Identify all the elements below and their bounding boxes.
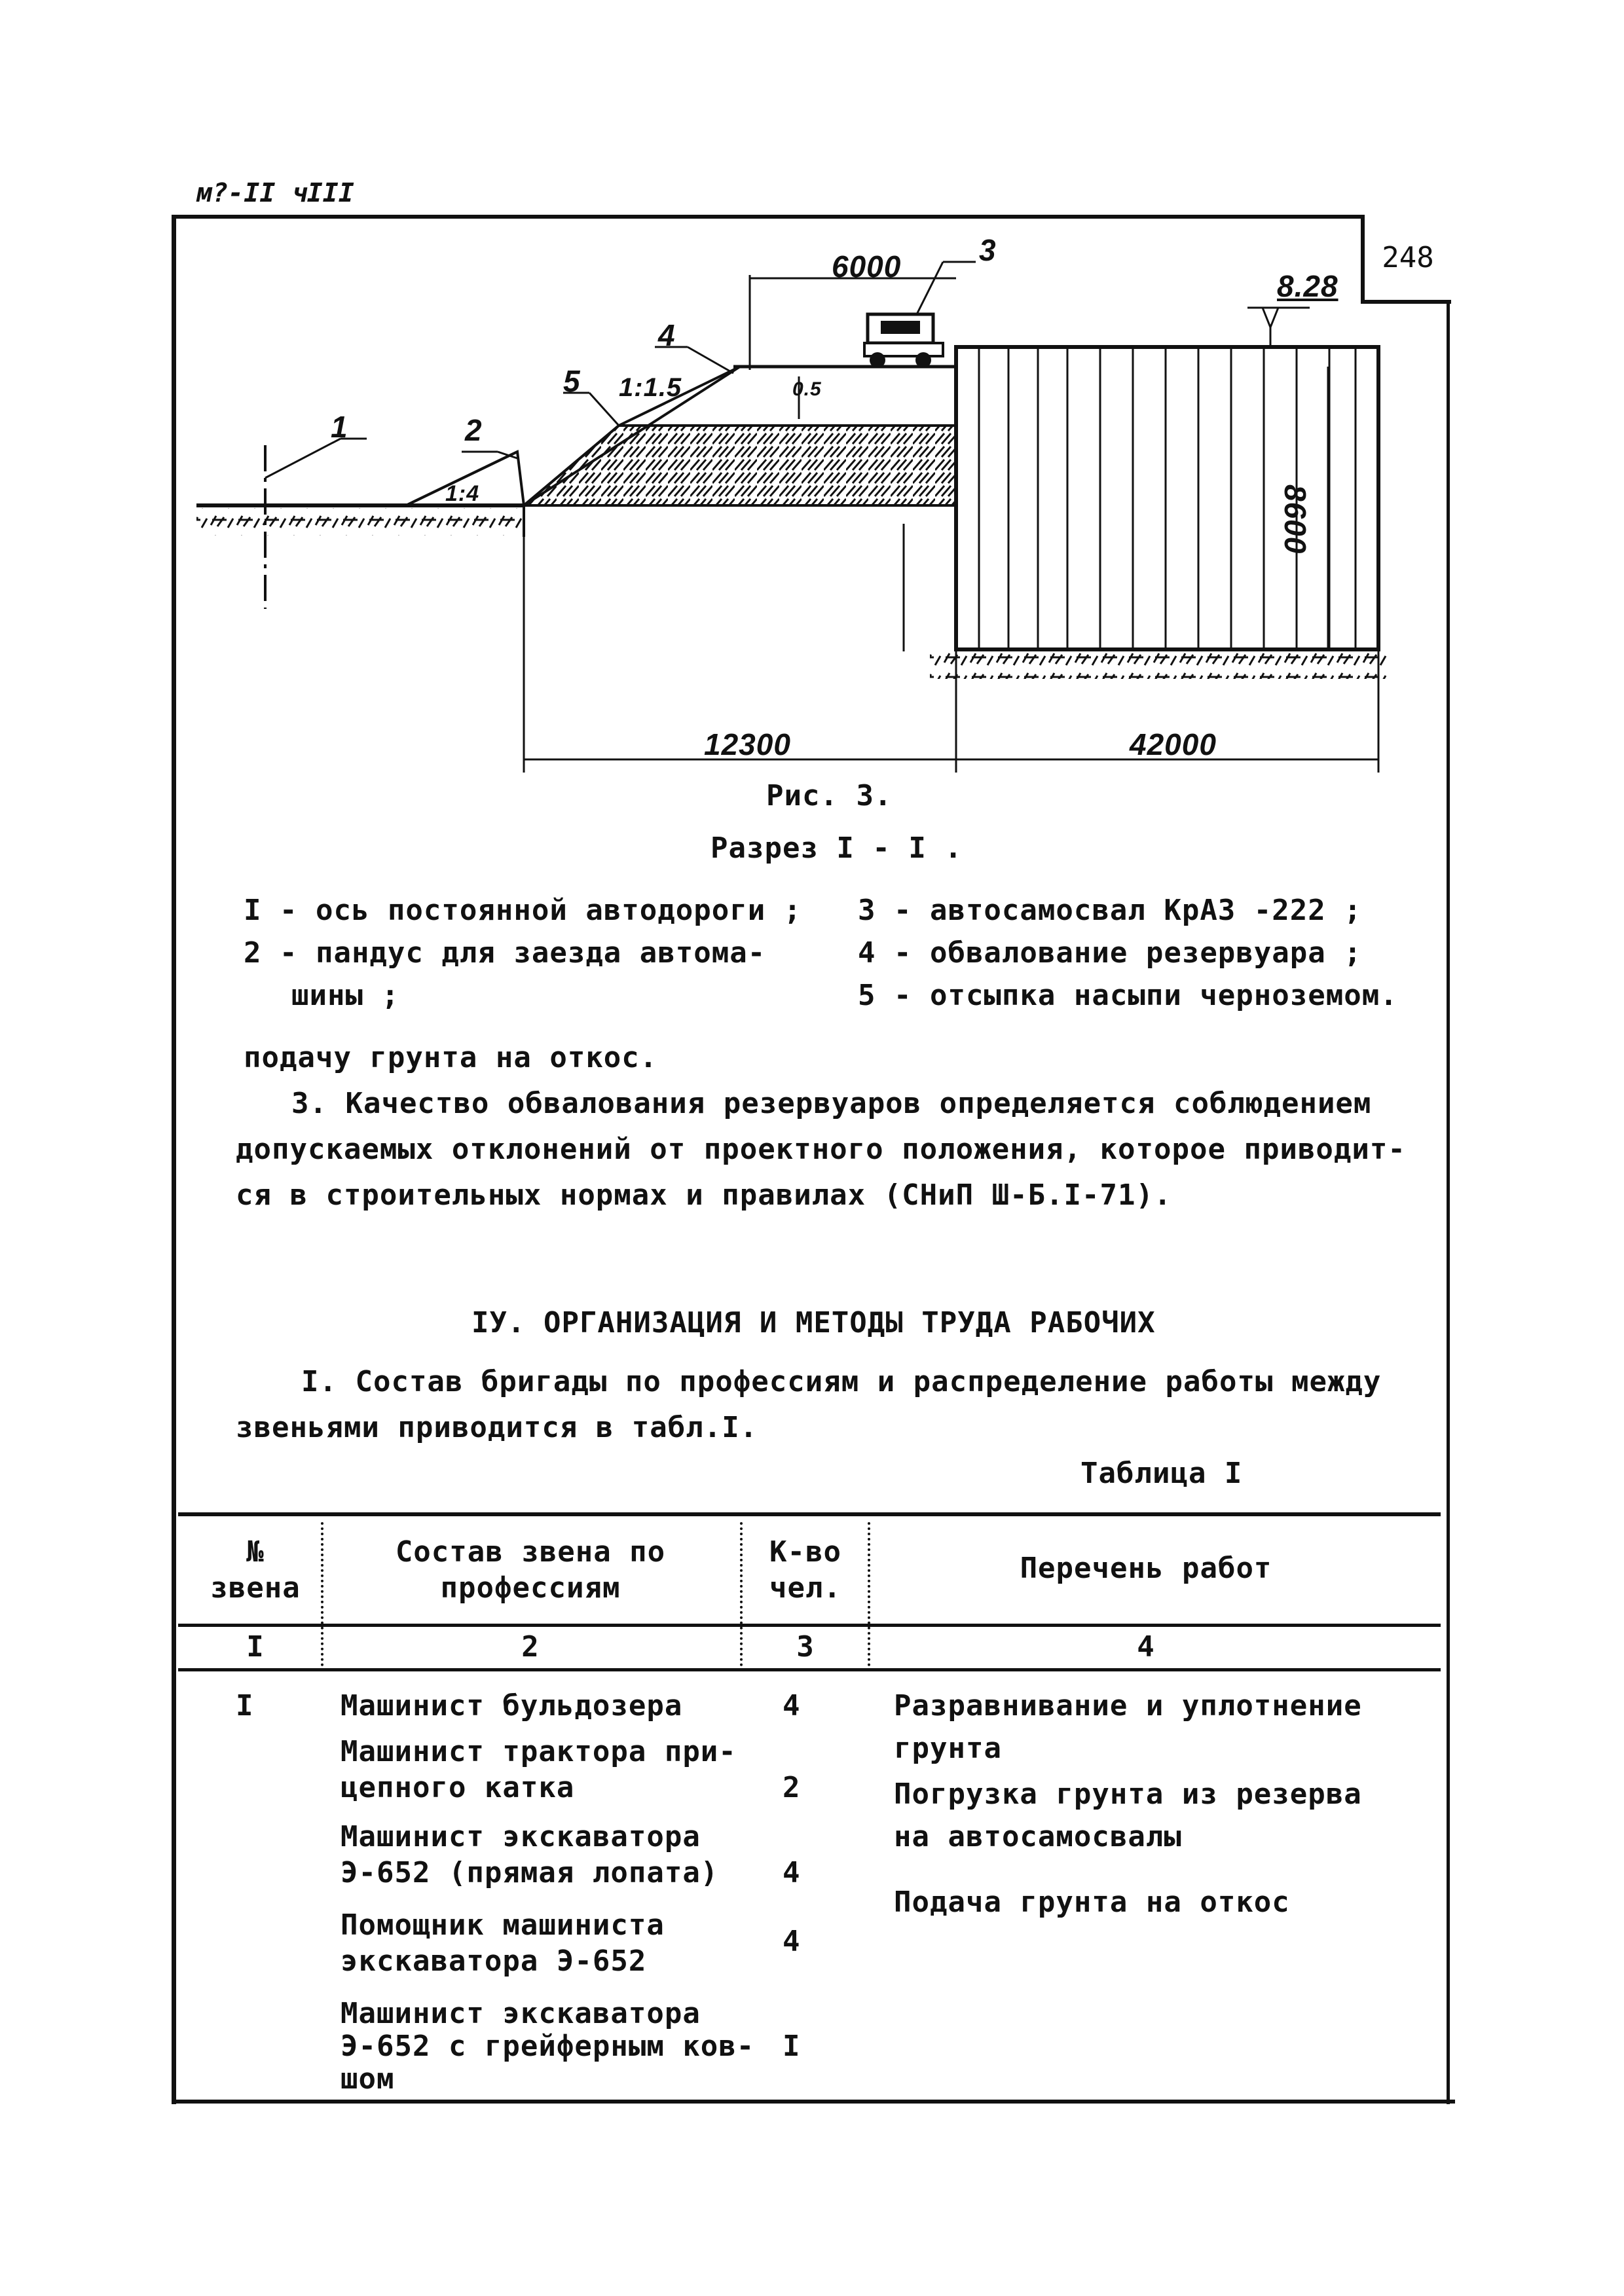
th-composition-l1: Состав звена по — [395, 1535, 666, 1569]
count-4: 4 — [783, 1925, 801, 1958]
legend-item-2: 2 - пандус для заезда автома- — [244, 936, 766, 970]
work-2: грунта — [894, 1732, 1002, 1765]
work-4: на автосамосвалы — [894, 1820, 1182, 1853]
paragraph-3-line-3: ся в строительных нормах и правилах (СНиП Ш-Б.I-71). — [236, 1178, 1172, 1212]
dim-elevation: 8.28 — [1277, 269, 1338, 303]
th-number-l2: звена — [210, 1571, 301, 1605]
table-top-rule — [178, 1512, 1441, 1516]
th-count-l2: чел. — [769, 1571, 841, 1605]
th-composition-l2: профессиям — [440, 1571, 621, 1605]
group-number: I — [236, 1689, 254, 1722]
count-3: 4 — [783, 1856, 801, 1889]
profession-4-l1: Помощник машиниста — [341, 1908, 665, 1942]
work-5: Подача грунта на откос — [894, 1886, 1290, 1919]
profession-2-l2: цепного катка — [341, 1771, 575, 1804]
legend-item-4: 4 - обвалование резервуара ; — [858, 936, 1362, 970]
col-number-2: 2 — [521, 1630, 540, 1664]
profession-5-l2: Э-652 с грейферным ков- — [341, 2030, 755, 2063]
count-5: I — [783, 2030, 801, 2063]
dim-crest-width: 6000 — [832, 249, 902, 283]
figure-caption: Рис. 3. — [766, 779, 893, 812]
work-3: Погрузка грунта из резерва — [894, 1777, 1362, 1811]
table-header-rule — [178, 1624, 1441, 1627]
callout-3: 3 — [979, 233, 997, 267]
col-number-4: 4 — [1137, 1630, 1155, 1664]
th-number-l1: № — [246, 1535, 265, 1569]
count-1: 4 — [783, 1689, 801, 1722]
table-divider-2 — [740, 1522, 745, 1666]
th-count-l1: К-во — [769, 1535, 841, 1569]
count-2: 2 — [783, 1771, 801, 1804]
legend-item-5: 5 - отсыпка насыпи черноземом. — [858, 979, 1398, 1012]
reservoir-tank — [930, 347, 1388, 679]
paragraph-3-line-1: 3. Качество обвалования резервуаров определяется соблюдением — [291, 1087, 1372, 1120]
table-divider-3 — [868, 1522, 872, 1666]
col-number-3: 3 — [796, 1630, 815, 1664]
dim-ramp-slope: 1:4 — [445, 481, 480, 506]
th-works: Перечень работ — [1020, 1552, 1272, 1585]
page-number: 248 — [1361, 215, 1451, 304]
callout-5: 5 — [563, 364, 581, 398]
dim-layer-thickness: 0.5 — [792, 378, 822, 400]
legend-item-3: 3 - автосамосвал КрАЗ -222 ; — [858, 894, 1362, 927]
paragraph-1-line-1: I. Состав бригады по профессиям и распределение работы между — [301, 1365, 1382, 1398]
profession-1: Машинист бульдозера — [341, 1689, 683, 1722]
paragraph-3-line-2: допускаемых отклонений от проектного положения, которое приводит- — [236, 1133, 1406, 1166]
callout-2: 2 — [465, 413, 483, 447]
paragraph-1-line-2: звеньями приводится в табл.I. — [236, 1411, 758, 1444]
ground-surface — [196, 505, 524, 537]
profession-2-l1: Машинист трактора при- — [341, 1735, 737, 1768]
legend-item-2-cont: шины ; — [291, 979, 399, 1012]
dump-truck — [864, 314, 943, 368]
callout-4: 4 — [658, 318, 676, 352]
embankment — [524, 367, 956, 505]
dim-tank-width: 42000 — [1130, 727, 1217, 761]
table-label: Таблица I — [1080, 1457, 1243, 1490]
table-divider-1 — [321, 1522, 325, 1666]
dim-ramp-length: 12300 — [704, 727, 791, 761]
col-number-1: I — [246, 1630, 265, 1664]
table-number-rule — [178, 1668, 1441, 1671]
body-line-1: подачу грунта на откос. — [244, 1041, 658, 1074]
callout-1: 1 — [331, 410, 348, 444]
profession-5-l3: шом — [341, 2062, 395, 2096]
work-1: Разравнивание и уплотнение — [894, 1689, 1362, 1722]
profession-5-l1: Машинист экскаватора — [341, 1997, 701, 2030]
cross-section-drawing — [172, 216, 1442, 805]
section-title: Разрез I - I . — [710, 831, 963, 865]
dim-tank-height: 8600 — [1278, 484, 1312, 555]
dim-slope-ratio: 1:1.5 — [619, 373, 682, 402]
profession-3-l2: Э-652 (прямая лопата) — [341, 1856, 719, 1889]
page-frame-bottom — [172, 2100, 1455, 2104]
profession-4-l2: экскаватора Э-652 — [341, 1944, 647, 1978]
section-heading: IУ. ОРГАНИЗАЦИЯ И МЕТОДЫ ТРУДА РАБОЧИХ — [471, 1306, 1156, 1339]
legend-item-1: I - ось постоянной автодороги ; — [244, 894, 802, 927]
document-code: м?-II чIII — [196, 178, 354, 208]
profession-3-l1: Машинист экскаватора — [341, 1820, 701, 1853]
